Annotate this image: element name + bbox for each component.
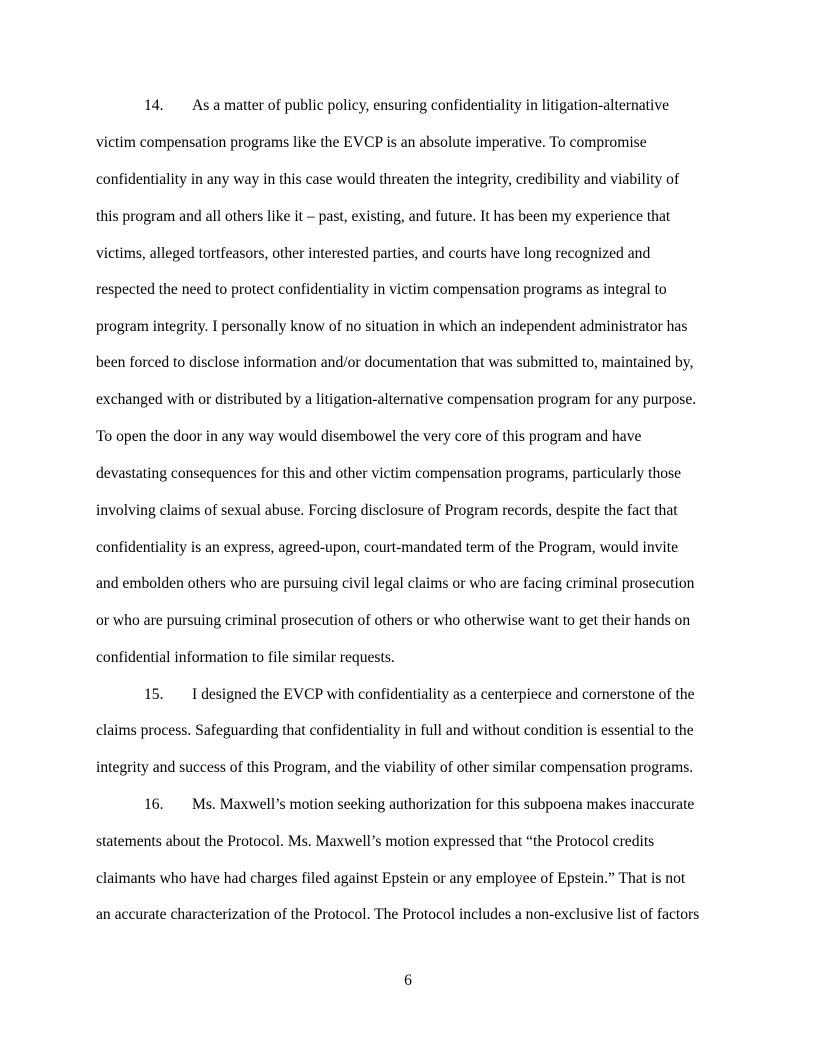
paragraph-14-line-12: involving claims of sexual abuse. Forcing disclosure of Program records, despite the fact that: [96, 502, 678, 519]
page-number: 6: [404, 972, 412, 989]
paragraph-number: 16.: [144, 796, 164, 813]
paragraph-number: 15.: [144, 686, 164, 703]
paragraph-14-line-3: confidentiality in any way in this case would threaten the integrity, credibility and viability of: [96, 171, 680, 188]
paragraph-14-line-9: exchanged with or distributed by a litigation-alternative compensation program for any purpose.: [96, 391, 697, 408]
paragraph-text: As a matter of public policy, ensuring confidentiality in litigation-alternative: [192, 97, 670, 114]
paragraph-16-line-2: statements about the Protocol. Ms. Maxwell’s motion expressed that “the Protocol credits: [96, 833, 655, 850]
paragraph-14-line-4: this program and all others like it – past, existing, and future. It has been my experience that: [96, 208, 671, 225]
paragraph-14-line-2: victim compensation programs like the EVCP is an absolute imperative. To compromise: [96, 134, 647, 151]
paragraph-16-line-4: an accurate characterization of the Protocol. The Protocol includes a non-exclusive list of factors: [96, 906, 700, 923]
paragraph-14-line-1: [144, 96, 669, 116]
paragraph-number: 14.: [144, 97, 164, 114]
paragraph-14-line-16: confidential information to file similar requests.: [96, 649, 395, 666]
paragraph-16-line-1: [144, 795, 694, 815]
paragraph-14-line-5: victims, alleged tortfeasors, other interested parties, and courts have long recognized and: [96, 245, 651, 262]
paragraph-text: Ms. Maxwell’s motion seeking authorization for this subpoena makes inaccurate: [192, 796, 695, 813]
paragraph-14-line-11: devastating consequences for this and other victim compensation programs, particularly those: [96, 465, 682, 482]
paragraph-14-line-13: confidentiality is an express, agreed-upon, court-mandated term of the Program, would invite: [96, 539, 678, 556]
paragraph-15-line-3: integrity and success of this Program, and the viability of other similar compensation programs.: [96, 759, 694, 776]
paragraph-14-line-6: respected the need to protect confidentiality in victim compensation programs as integral to: [96, 281, 667, 298]
paragraph-15-line-1: [144, 685, 695, 705]
paragraph-14-line-14: and embolden others who are pursuing civil legal claims or who are facing criminal prosecution: [96, 575, 695, 592]
paragraph-14-line-8: been forced to disclose information and/or documentation that was submitted to, maintained by,: [96, 354, 694, 371]
paragraph-text: I designed the EVCP with confidentiality as a centerpiece and cornerstone of the: [192, 686, 695, 703]
paragraph-16-line-3: claimants who have had charges filed against Epstein or any employee of Epstein.” That is not: [96, 870, 686, 887]
paragraph-15-line-2: claims process. Safeguarding that confidentiality in full and without condition is essential to the: [96, 722, 694, 739]
paragraph-14-line-10: To open the door in any way would disembowel the very core of this program and have: [96, 428, 642, 445]
paragraph-14-line-7: program integrity. I personally know of no situation in which an independent administrator has: [96, 318, 688, 335]
paragraph-14-line-15: or who are pursuing criminal prosecution of others or who otherwise want to get their hands on: [96, 612, 691, 629]
